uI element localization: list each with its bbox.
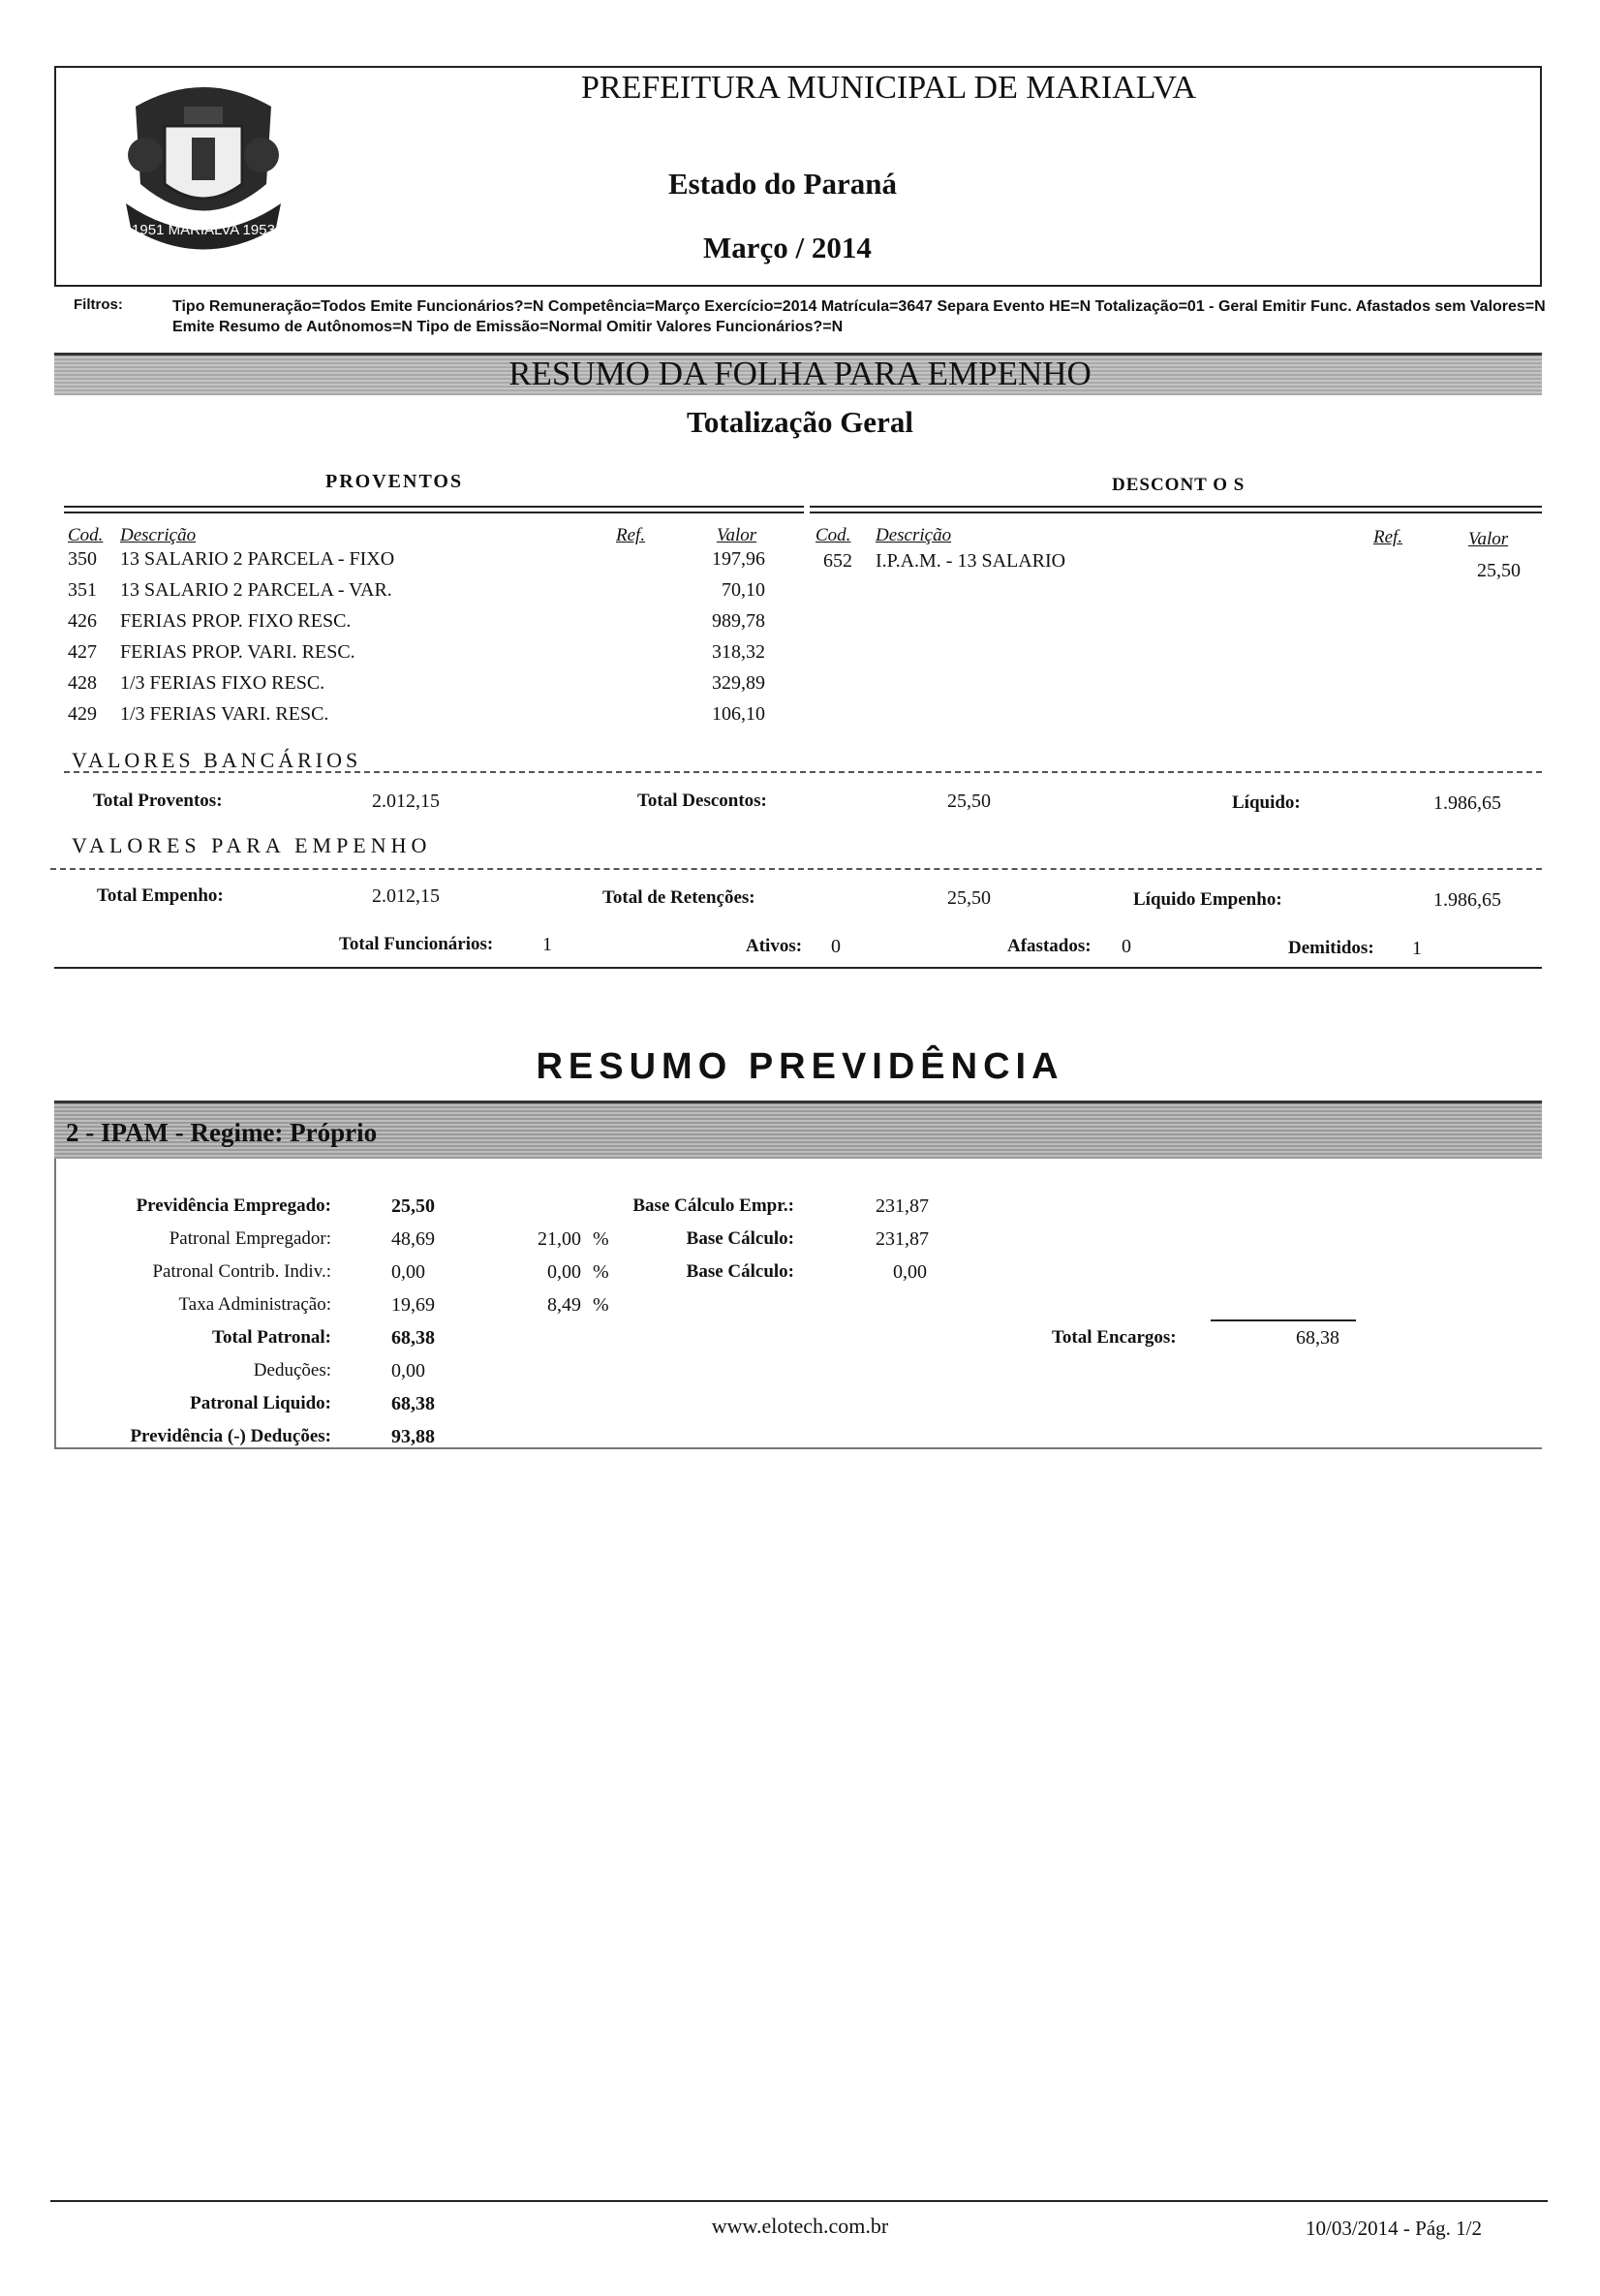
valor-cell: 197,96 bbox=[712, 548, 765, 570]
desc-cell: FERIAS PROP. VARI. RESC. bbox=[120, 641, 355, 663]
prev-pct-symbol: % bbox=[593, 1294, 609, 1316]
valores-empenho-heading: VALORES PARA EMPENHO bbox=[72, 833, 432, 857]
valor-cell: 106,10 bbox=[712, 703, 765, 725]
prev-value: 68,38 bbox=[391, 1327, 435, 1349]
svg-text:1951 MARIALVA 1953: 1951 MARIALVA 1953 bbox=[132, 222, 275, 238]
prev-pct: 8,49 bbox=[547, 1294, 581, 1316]
prev-value: 25,50 bbox=[391, 1195, 435, 1217]
prev-pct-symbol: % bbox=[593, 1228, 609, 1250]
cod-cell: 426 bbox=[68, 610, 97, 632]
desc-cell: 13 SALARIO 2 PARCELA - FIXO bbox=[120, 548, 395, 570]
dashed-divider bbox=[64, 771, 1542, 773]
descontos-col-desc: Descrição bbox=[876, 525, 952, 545]
cod-cell: 350 bbox=[68, 548, 97, 570]
descontos-col-cod: Cod. bbox=[815, 525, 851, 545]
prev-base-value: 0,00 bbox=[893, 1261, 927, 1283]
proventos-heading: PROVENTOS bbox=[325, 471, 464, 492]
descontos-rule bbox=[810, 506, 1542, 513]
valor-cell: 318,32 bbox=[712, 641, 765, 663]
prev-value: 93,88 bbox=[391, 1426, 435, 1447]
prev-value: 0,00 bbox=[391, 1261, 425, 1283]
prev-value: 68,38 bbox=[391, 1393, 435, 1414]
demitidos-label: Demitidos: bbox=[1288, 938, 1374, 958]
valor-cell: 70,10 bbox=[722, 579, 765, 601]
proventos-col-cod: Cod. bbox=[68, 525, 104, 545]
total-funcionarios-label: Total Funcionários: bbox=[339, 934, 494, 954]
prev-label: Patronal Liquido: bbox=[190, 1393, 331, 1413]
total-descontos-value: 25,50 bbox=[947, 791, 991, 812]
prev-pct: 0,00 bbox=[547, 1261, 581, 1283]
footer-url: www.elotech.com.br bbox=[711, 2214, 889, 2238]
state-title: Estado do Paraná bbox=[668, 167, 897, 201]
afastados-value: 0 bbox=[1122, 936, 1131, 957]
prev-pct: 21,00 bbox=[538, 1228, 581, 1250]
afastados-label: Afastados: bbox=[1007, 936, 1092, 956]
total-empenho-label: Total Empenho: bbox=[97, 885, 224, 906]
ipam-rule bbox=[54, 1101, 1542, 1103]
prev-value: 48,69 bbox=[391, 1228, 435, 1250]
liquido-label: Líquido: bbox=[1232, 792, 1301, 813]
footer-rule bbox=[50, 2200, 1548, 2202]
prev-label: Patronal Contrib. Indiv.: bbox=[152, 1261, 331, 1282]
report-subtitle: Totalização Geral bbox=[687, 405, 913, 439]
proventos-col-ref: Ref. bbox=[616, 525, 646, 545]
prev-value: 19,69 bbox=[391, 1294, 435, 1316]
proventos-col-valor: Valor bbox=[717, 525, 757, 545]
cod-cell: 427 bbox=[68, 641, 97, 663]
prev-label: Patronal Empregador: bbox=[169, 1228, 331, 1249]
total-encargos-value: 68,38 bbox=[1296, 1327, 1339, 1349]
period-title: Março / 2014 bbox=[703, 231, 872, 264]
valor-cell: 989,78 bbox=[712, 610, 765, 632]
cod-cell: 351 bbox=[68, 579, 97, 601]
total-retencoes-value: 25,50 bbox=[947, 887, 991, 909]
banner-title: RESUMO DA FOLHA PARA EMPENHO bbox=[508, 355, 1092, 392]
footer-date-page: 10/03/2014 - Pág. 1/2 bbox=[1306, 2217, 1482, 2240]
section-divider bbox=[54, 967, 1542, 969]
proventos-rule bbox=[64, 506, 804, 513]
desc-cell: 1/3 FERIAS FIXO RESC. bbox=[120, 672, 325, 694]
municipal-crest-logo bbox=[107, 68, 300, 262]
previdencia-title: RESUMO PREVIDÊNCIA bbox=[536, 1046, 1064, 1087]
liquido-empenho-label: Líquido Empenho: bbox=[1133, 889, 1282, 910]
ipam-regime-title: 2 - IPAM - Regime: Próprio bbox=[66, 1118, 378, 1147]
prev-label: Total Patronal: bbox=[212, 1327, 331, 1348]
total-proventos-label: Total Proventos: bbox=[93, 791, 223, 811]
desc-cell: 13 SALARIO 2 PARCELA - VAR. bbox=[120, 579, 392, 601]
total-funcionarios-value: 1 bbox=[542, 934, 552, 955]
prev-pct-symbol: % bbox=[593, 1261, 609, 1283]
filters-label: Filtros: bbox=[74, 296, 123, 313]
cod-cell: 652 bbox=[823, 550, 852, 572]
liquido-value: 1.986,65 bbox=[1433, 792, 1501, 814]
cod-cell: 428 bbox=[68, 672, 97, 694]
ativos-value: 0 bbox=[831, 936, 841, 957]
prev-base-value: 231,87 bbox=[876, 1195, 929, 1217]
descontos-heading: DESCONT O S bbox=[1112, 475, 1246, 495]
valor-cell: 25,50 bbox=[1477, 560, 1521, 581]
total-empenho-value: 2.012,15 bbox=[372, 885, 440, 907]
proventos-col-desc: Descrição bbox=[120, 525, 197, 545]
prev-base-label: Base Cálculo: bbox=[686, 1228, 794, 1249]
total-descontos-label: Total Descontos: bbox=[637, 791, 767, 811]
filters-text: Tipo Remuneração=Todos Emite Funcionários?=N Competência=Março Exercício=2014 Matrícula=3647 Separa Evento HE=N Totalização=01 - Geral Emitir Func. Afastados sem Valores=N Emite Resumo de Autônomos=N Tipo de Emissão=Normal Omitir Valores Funcionários?=N bbox=[172, 298, 1546, 335]
liquido-empenho-value: 1.986,65 bbox=[1433, 889, 1501, 911]
total-proventos-value: 2.012,15 bbox=[372, 791, 440, 812]
prev-label: Previdência (-) Deduções: bbox=[130, 1426, 331, 1446]
descontos-col-valor: Valor bbox=[1468, 529, 1509, 549]
valores-bancarios-heading: VALORES BANCÁRIOS bbox=[72, 748, 362, 772]
demitidos-value: 1 bbox=[1412, 938, 1422, 959]
dashed-divider bbox=[50, 868, 1542, 870]
prev-label: Deduções: bbox=[253, 1360, 331, 1381]
prev-value: 0,00 bbox=[391, 1360, 425, 1381]
desc-cell: FERIAS PROP. FIXO RESC. bbox=[120, 610, 352, 632]
prev-base-label: Base Cálculo Empr.: bbox=[632, 1195, 794, 1216]
total-encargos-label: Total Encargos: bbox=[1052, 1327, 1177, 1348]
prev-base-value: 231,87 bbox=[876, 1228, 929, 1250]
prev-label: Previdência Empregado: bbox=[136, 1195, 331, 1216]
prev-base-label: Base Cálculo: bbox=[686, 1261, 794, 1282]
prev-label: Taxa Administração: bbox=[178, 1294, 331, 1315]
valor-cell: 329,89 bbox=[712, 672, 765, 694]
desc-cell: 1/3 FERIAS VARI. RESC. bbox=[120, 703, 329, 725]
ativos-label: Ativos: bbox=[746, 936, 803, 956]
encargos-rule bbox=[1211, 1319, 1356, 1321]
descontos-col-ref: Ref. bbox=[1373, 527, 1403, 547]
municipality-title: PREFEITURA MUNICIPAL DE MARIALVA bbox=[581, 70, 1197, 106]
cod-cell: 429 bbox=[68, 703, 97, 725]
desc-cell: I.P.A.M. - 13 SALARIO bbox=[876, 550, 1066, 572]
total-retencoes-label: Total de Retenções: bbox=[602, 887, 755, 908]
